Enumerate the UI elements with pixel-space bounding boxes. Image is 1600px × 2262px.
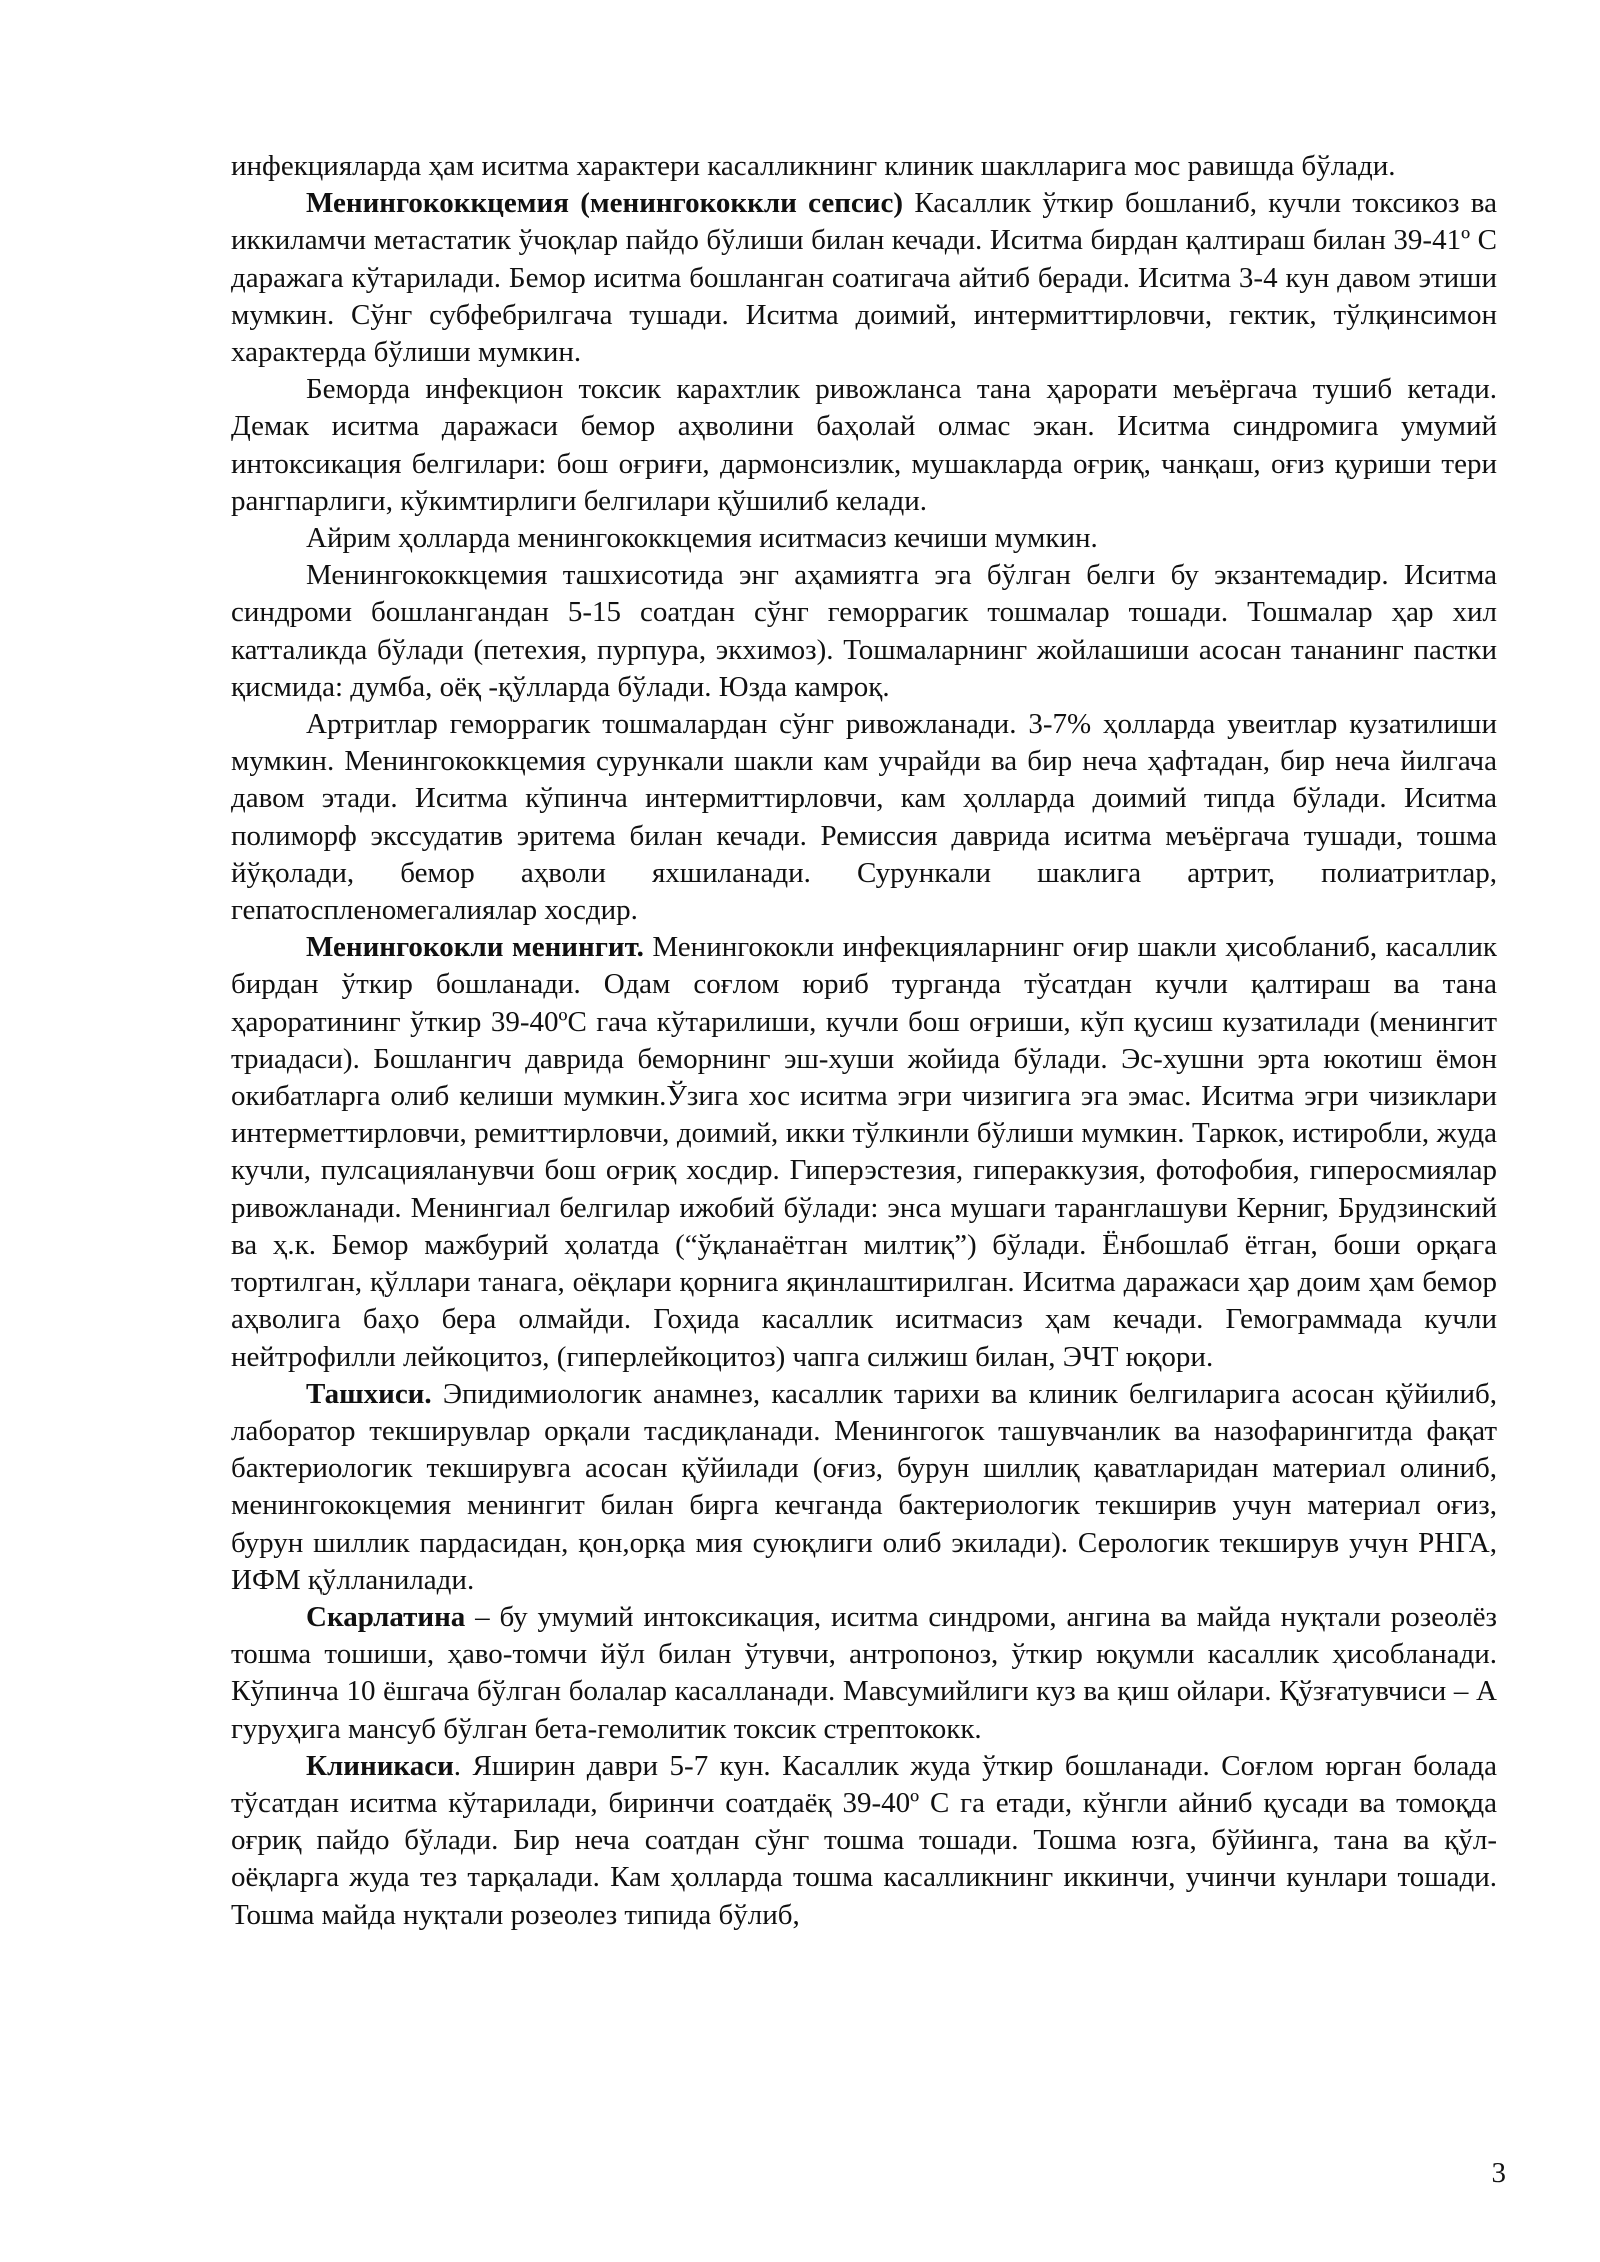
paragraph-text: инфекцияларда ҳам иситма характери касалликнинг клиник шаклларига мос равишда бўлади. <box>231 150 1396 182</box>
paragraph-text: . Яширин даври 5-7 кун. Касаллик жуда ўткир бошланади. Соғлом юрган болада тўсатдан иситма кўтарилади, биринчи соатдаёқ 39-40º С га етади, кўнгли айниб қусади ва томоқда оғриқ пайдо бўлади. Бир неча соатдан сўнг тошма тошади. Тошма юзга, бўйинга, тана ва қўл-оёқларга жуда тез тарқалади. Кам ҳолларда тошма касалликнинг иккинчи, учинчи кунлари тошади. Тошма майда нуқтали розеолез типида бўлиб, <box>231 1749 1497 1931</box>
paragraph-meningococcemia <box>231 185 1497 371</box>
paragraph-text: Айрим ҳолларда менингококкцемия иситмасиз кечиши мумкин. <box>306 522 1098 555</box>
paragraph-text: Менингококкцемия ташхисотида энг аҳамиятга эга бўлган белги бу экзантемадир. Иситма синдроми бошлангандан 5-15 соатдан сўнг геморрагик тошмалар тошади. Тошмалар ҳар хил катталикда бўлади (петехия, пурпура, экхимоз). Тошмаларнинг жойлашиши асосан тананинг пастки қисмида: думба, оёқ -қўлларда бўлади. Юзда камроқ. <box>231 559 1497 703</box>
paragraph-text: Эпидимиологик анамнез, касаллик тарихи ва клиник белгиларига асосан қўйилиб, лаборатор текширувлар орқали тасдиқланади. Менингогок ташувчанлик ва назофарингитда фақат бактериологик текширувга асосан қўйилади (оғиз, бурун шиллиқ қаватларидан материал олиниб, менингококцемия менингит билан бирга кечганда бактериологик текширив учун материал оғиз, бурун шиллик пардасидан, қон,орқа мия суюқлиги олиб экилади). Серологик текширув учун РНГА, ИФМ қўлланилади. <box>231 1377 1497 1596</box>
paragraph-meningitis <box>231 929 1497 1375</box>
document-page <box>231 148 1497 1934</box>
paragraph-text: Беморда инфекцион токсик карахтлик ривожланса тана ҳарорати меъёргача тушиб кетади. Демак иситма даражаси бемор аҳволини баҳолай олмас экан. Иситма синдромига умумий интоксикация белгилари: бош оғриғи, дармонсизлик, мушакларда оғриқ, чанқаш, оғиз қуриши тери рангпарлиги, кўкимтирлиги белгилари қўшилиб келади. <box>231 373 1497 517</box>
section-heading: Клиникаси <box>306 1749 454 1782</box>
paragraph-text: – бу умумий интоксикация, иситма синдроми, ангина ва майда нуқтали розеолёз тошма тошиши, ҳаво-томчи йўл билан ўтувчи, антропоноз, ўткир юқумли касаллик ҳисобланади. Кўпинча 10 ёшгача бўлган болалар касалланади. Мавсумийлиги куз ва қиш ойлари. Қўзғатувчиси – А гуруҳига мансуб бўлган бета-гемолитик токсик стрептококк. <box>231 1600 1497 1745</box>
paragraph-diagnosis <box>231 1376 1497 1599</box>
paragraph-scarlatina <box>231 1599 1497 1748</box>
paragraph-text: Менингококли инфекцияларнинг оғир шакли ҳисобланиб, касаллик бирдан ўткир бошланади. Одам соғлом юриб турганда тўсатдан кучли қалтираш ва тана ҳароратининг ўткир 39-40ºС гача кўтарилиши, кучли бош оғриши, кўп қусиш кузатилади (менингит триадаси). Бошлангич даврида беморнинг эш-хуши жойида бўлади. Эс-хушни эрта юкотиш ёмон окибатларга олиб келиши мумкин.Ўзига хос иситма эгри чизигига эга эмас. Иситма эгри чизиклари интерметтирловчи, ремиттирловчи, доимий, икки тўлкинли бўлиши мумкин. Таркок, истиробли, жуда кучли, пулсацияланувчи бош оғриқ хосдир. Гиперэстезия, гипераккузия, фотофобия, гиперосмиялар ривожланади. Менингиал белгилар ижобий бўлади: энса мушаги таранглашуви Керниг, Брудзинский ва ҳ.к. Бемор мажбурий ҳолатда (“ўқланаётган милтиқ”) бўлади. Ёнбошлаб ётган, боши орқага тортилган, қўллари танага, оёқлари қорнига яқинлаштирилган. Иситма даражаси ҳар доим ҳам бемор аҳволига баҳо бера олмайди. Гоҳида касаллик иситмасиз ҳам кечади. Гемограммада кучли нейтрофилли лейкоцитоз, (гиперлейкоцитоз) чапга силжиш билан, ЭЧТ юқори. <box>231 931 1497 1373</box>
section-heading: Ташхиси. <box>306 1377 432 1410</box>
section-heading: Скарлатина <box>306 1600 466 1633</box>
paragraph <box>231 148 1497 185</box>
section-heading: Менингококли менингит. <box>306 931 644 964</box>
paragraph-text: Артритлар геморрагик тошмалардан сўнг ривожланади. 3-7% ҳолларда увеитлар кузатилиши мумкин. Менингококкцемия сурункали шакли кам учрайди ва бир неча ҳафтадан, бир неча йилгача давом этади. Иситма кўпинча интермиттирловчи, кам ҳолларда доимий типда бўлади. Иситма полиморф экссудатив эритема билан кечади. Ремиссия даврида иситма меъёргача тушади, тошма йўқолади, бемор аҳволи яхшиланади. Сурункали шаклига артрит, полиатритлар, гепатоспленомегалиялар хосдир. <box>231 708 1497 927</box>
page-number: 3 <box>1491 2157 1506 2189</box>
paragraph <box>231 557 1497 706</box>
paragraph <box>231 520 1497 557</box>
section-heading: Менингококкцемия (менингококкли сепсис) <box>306 187 904 220</box>
paragraph <box>231 371 1497 520</box>
paragraph-clinical <box>231 1748 1497 1934</box>
paragraph-text: Касаллик ўткир бошланиб, кучли токсикоз ва иккиламчи метастатик ўчоқлар пайдо бўлиши билан кечади. Иситма бирдан қалтираш билан 39-41º С даражага кўтарилади. Бемор иситма бошланган соатигача айтиб беради. Иситма 3-4 кун давом этиши мумкин. Сўнг субфебрилгача тушади. Иситма доимий, интермиттирловчи, гектик, тўлқинсимон характерда бўлиши мумкин. <box>231 187 1497 369</box>
paragraph <box>231 706 1497 929</box>
